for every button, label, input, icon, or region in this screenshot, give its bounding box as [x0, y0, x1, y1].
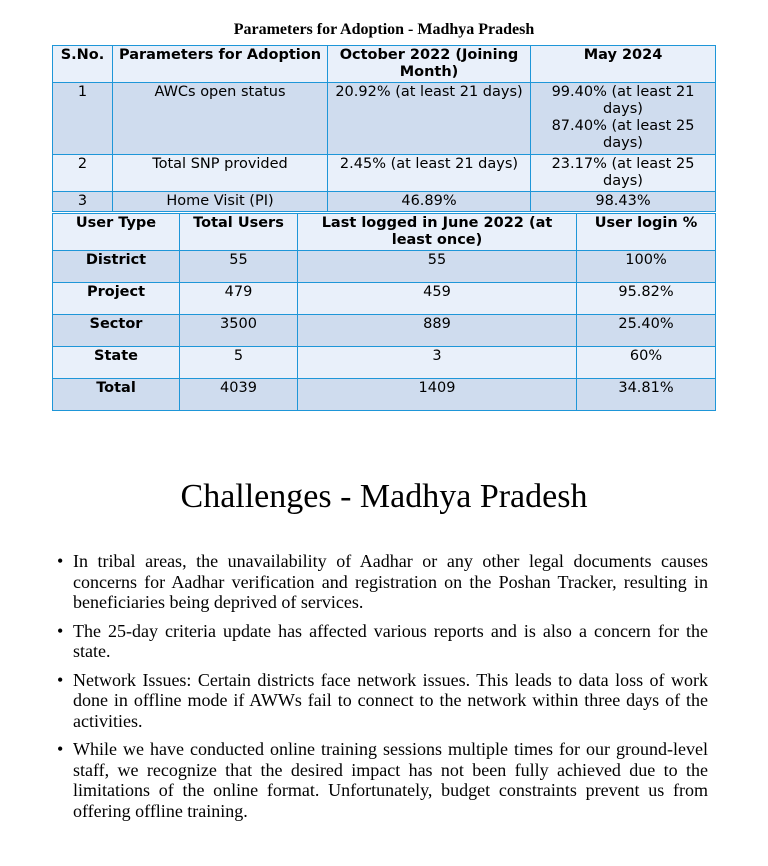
- table-row: [53, 83, 716, 155]
- cell-parameter: Home Visit (PI): [113, 192, 328, 212]
- cell-user-login-pct: 34.81%: [577, 379, 716, 411]
- cell-user-login-pct: 95.82%: [577, 283, 716, 315]
- cell-october-2022: 20.92% (at least 21 days): [328, 83, 531, 155]
- cell-user-type: Sector: [53, 315, 180, 347]
- cell-october-2022: 46.89%: [328, 192, 531, 212]
- bullet-icon: •: [57, 739, 64, 759]
- cell-may-2024-line: 87.40% (at least 25 days): [551, 118, 695, 151]
- list-item: [57, 670, 708, 732]
- challenges-title: Challenges - Madhya Pradesh: [180, 478, 588, 515]
- cell-last-logged: 55: [298, 251, 577, 283]
- list-item-text: Network Issues: Certain districts face network issues. This leads to data loss of work done in offline mode if AWWs fail to connect to the network within three days of the activities.: [73, 669, 708, 731]
- cell-sno: 3: [53, 192, 113, 212]
- table-row: [53, 192, 716, 212]
- cell-may-2024: [531, 83, 716, 155]
- list-item-text: While we have conducted online training sessions multiple times for our ground-level staff, we recognize that the desired impact has not been fully achieved due to the limitations of the online format. Unfortunately, budget constraints prevent us from offering offline training.: [73, 739, 708, 821]
- table-row: [53, 315, 716, 347]
- cell-user-login-pct: 60%: [577, 347, 716, 379]
- header-parameter: Parameters for Adoption: [113, 46, 328, 83]
- table-caption: Parameters for Adoption - Madhya Pradesh: [233, 21, 535, 38]
- cell-last-logged: 1409: [298, 379, 577, 411]
- cell-may-2024-line: 99.40% (at least 21 days): [551, 84, 695, 117]
- cell-parameter: Total SNP provided: [113, 155, 328, 192]
- adoption-parameters-table: [52, 45, 716, 212]
- bullet-icon: •: [57, 620, 64, 641]
- cell-last-logged: 889: [298, 315, 577, 347]
- list-item: [57, 739, 708, 821]
- cell-sno: 2: [53, 155, 113, 192]
- header-may-2024: May 2024: [531, 46, 716, 83]
- cell-parameter: AWCs open status: [113, 83, 328, 155]
- table-row: [53, 347, 716, 379]
- cell-last-logged: 459: [298, 283, 577, 315]
- header-user-type: User Type: [53, 214, 180, 251]
- cell-user-type: Total: [53, 379, 180, 411]
- cell-total-users: 3500: [180, 315, 298, 347]
- cell-total-users: 5: [180, 347, 298, 379]
- cell-user-type: District: [53, 251, 180, 283]
- cell-last-logged: 3: [298, 347, 577, 379]
- table-row: [53, 155, 716, 192]
- cell-user-login-pct: 25.40%: [577, 315, 716, 347]
- cell-total-users: 4039: [180, 379, 298, 411]
- challenges-list: [57, 551, 708, 829]
- user-login-table: [52, 213, 716, 411]
- cell-may-2024: 98.43%: [531, 192, 716, 212]
- list-item-text: The 25-day criteria update has affected various reports and is also a concern for the state.: [73, 620, 708, 661]
- list-item-text: In tribal areas, the unavailability of Aadhar or any other legal documents causes concerns for Aadhar verification and registration on the Poshan Tracker, resulting in beneficiaries being deprived of services.: [73, 551, 708, 612]
- cell-user-type: Project: [53, 283, 180, 315]
- header-last-logged: Last logged in June 2022 (at least once): [298, 214, 577, 251]
- header-total-users: Total Users: [180, 214, 298, 251]
- table-header-row: [53, 214, 716, 251]
- table-row: [53, 379, 716, 411]
- cell-october-2022: 2.45% (at least 21 days): [328, 155, 531, 192]
- cell-total-users: 479: [180, 283, 298, 315]
- cell-may-2024: 23.17% (at least 25 days): [531, 155, 716, 192]
- list-item: [57, 551, 708, 613]
- header-sno: S.No.: [53, 46, 113, 83]
- header-october-2022: October 2022 (Joining Month): [328, 46, 531, 83]
- cell-total-users: 55: [180, 251, 298, 283]
- bullet-icon: •: [57, 551, 64, 571]
- table-header-row: [53, 46, 716, 83]
- cell-sno: 1: [53, 83, 113, 155]
- header-user-login-pct: User login %: [577, 214, 716, 251]
- table-row: [53, 283, 716, 315]
- cell-user-login-pct: 100%: [577, 251, 716, 283]
- table-row: [53, 251, 716, 283]
- bullet-icon: •: [57, 669, 64, 690]
- cell-user-type: State: [53, 347, 180, 379]
- list-item: [57, 621, 708, 662]
